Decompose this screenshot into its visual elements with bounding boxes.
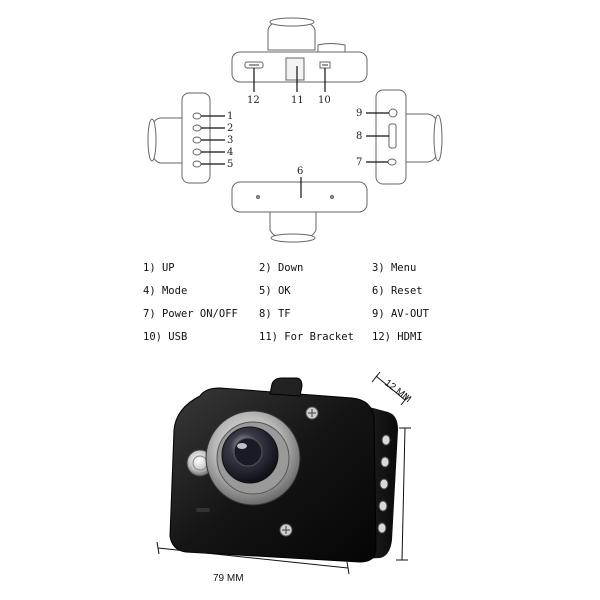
bottom-view — [232, 182, 367, 242]
callout-9: 9 — [356, 108, 363, 119]
tf-slot — [389, 124, 396, 148]
depth-dimension-label: 12 MM — [382, 377, 414, 406]
bracket-slot — [286, 58, 304, 80]
camera-product-photo — [170, 378, 398, 562]
legend-item-1: 1) UP — [143, 262, 175, 274]
legend-item-12: 12) HDMI — [372, 331, 423, 343]
power-button — [388, 159, 396, 165]
mic-slot — [196, 508, 210, 512]
callout-8: 8 — [356, 131, 363, 142]
button-mode — [193, 149, 201, 155]
legend-item-10: 10) USB — [143, 331, 188, 343]
legend-item-7: 7) Power ON/OFF — [143, 308, 238, 320]
button-down — [193, 125, 201, 131]
legend-item-11: 11) For Bracket — [259, 331, 354, 343]
legend-item-5: 5) OK — [259, 285, 291, 297]
right-view — [376, 90, 442, 184]
callout-11: 11 — [291, 95, 304, 106]
callout-6: 6 — [297, 166, 304, 177]
callout-3: 3 — [227, 135, 234, 146]
top-view — [232, 18, 367, 82]
bottom-view-body — [232, 182, 367, 212]
callout-10: 10 — [318, 95, 331, 106]
legend-item-3: 3) Menu — [372, 262, 417, 274]
left-view — [148, 93, 210, 183]
callout-12: 12 — [247, 95, 260, 106]
legend-item-8: 8) TF — [259, 308, 291, 320]
legend-item-9: 9) AV-OUT — [372, 308, 429, 320]
callout-1: 1 — [227, 111, 234, 122]
av-out-port — [389, 109, 397, 117]
button-ok — [193, 161, 201, 167]
legend-item-6: 6) Reset — [372, 285, 423, 297]
callout-5: 5 — [227, 159, 234, 170]
button-up — [193, 113, 201, 119]
legend-item-4: 4) Mode — [143, 285, 188, 297]
button-menu — [193, 137, 201, 143]
width-dimension-label: 79 MM — [213, 573, 244, 584]
legend-item-2: 2) Down — [259, 262, 304, 274]
callout-4: 4 — [227, 147, 234, 158]
bracket-mount — [270, 378, 302, 396]
callout-2: 2 — [227, 123, 234, 134]
callout-7: 7 — [356, 157, 363, 168]
